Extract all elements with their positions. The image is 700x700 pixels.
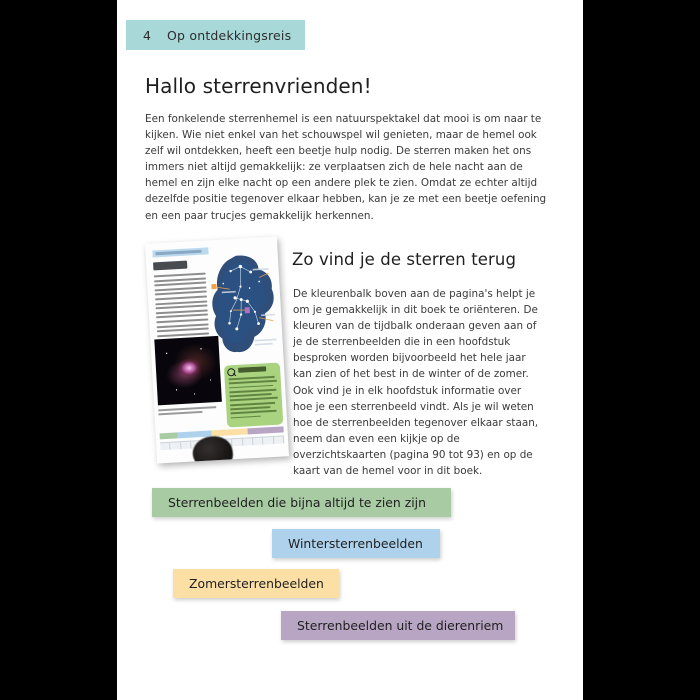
chapter-number: 4 [143, 27, 152, 43]
legend-bar-summer [173, 569, 339, 598]
magnifier-icon [227, 368, 236, 377]
kijk-goed-callout [224, 363, 283, 428]
legend-bar-zodiac [281, 611, 515, 640]
thumbnail-page [145, 236, 289, 463]
intro-paragraph: Een fonkelende sterrenhemel is een natuurspektakel dat mooi is om naar te kijken. Wie niet enkel van het schouwspel wil genieten, maar de hemel ook zelf wil ontdekken, heeft een beetje hulp nodig. De sterren maken het ons immers niet altijd gemakkelijk: ze verplaatsen zich de hele nacht aan de hemel en zijn elke nacht op een andere plek te zien. Omdat ze echter altijd dezelfde positie tegenover elkaar hebben, kan je ze met een beetje oefening en een paar trucjes gemakkelijk herkennen. [145, 113, 547, 222]
photo-caption [158, 406, 218, 418]
page-title: Hallo sterrenvrienden! [145, 74, 372, 98]
legend-bar-winter [272, 529, 440, 558]
thumbnail-page-title [153, 261, 187, 271]
section-heading: Zo vind je de sterren terug [292, 250, 517, 269]
book-spread-thumbnail [151, 240, 291, 468]
legend-bar-label: Wintersterrenbeelden [288, 536, 423, 551]
legend-bar-label: Sterrenbeelden die bijna altijd te zien zijn [168, 495, 426, 510]
legend-bar-always-visible [152, 488, 451, 517]
callout-title [238, 366, 266, 373]
legend-bar-label: Zomersterrenbeelden [189, 576, 324, 591]
section-paragraph: De kleurenbalk boven aan de pagina's helpt je om je gemakkelijk in dit boek te oriënteren. De kleuren van de tijdbalk onderaan geven aan of je de sterrenbeelden die in een hoofdstuk besproken worden bijvoorbeeld het hele jaar kan zien of het best in de winter of de zomer. Ook vind je in elk hoofdstuk informatie over hoe je een sterrenbeeld vindt. Als je wil weten hoe de sterrenbeelden tegenover elkaar staan, neem dan even een kijkje op de overzichtskaarten (pagina 90 tot 93) en op de kaart van de hemel voor in dit boek. [293, 288, 539, 478]
legend-bar-label: Sterrenbeelden uit de dierenriem [297, 618, 504, 633]
chapter-tag [126, 20, 305, 50]
chapter-name: Op ontdekkingsreis [167, 27, 292, 43]
book-page [117, 0, 583, 700]
thumbnail-body-text [154, 273, 209, 332]
nebula-photo [154, 336, 222, 405]
callout-text [229, 376, 279, 422]
thumbnail-chapter-tag [152, 247, 208, 257]
